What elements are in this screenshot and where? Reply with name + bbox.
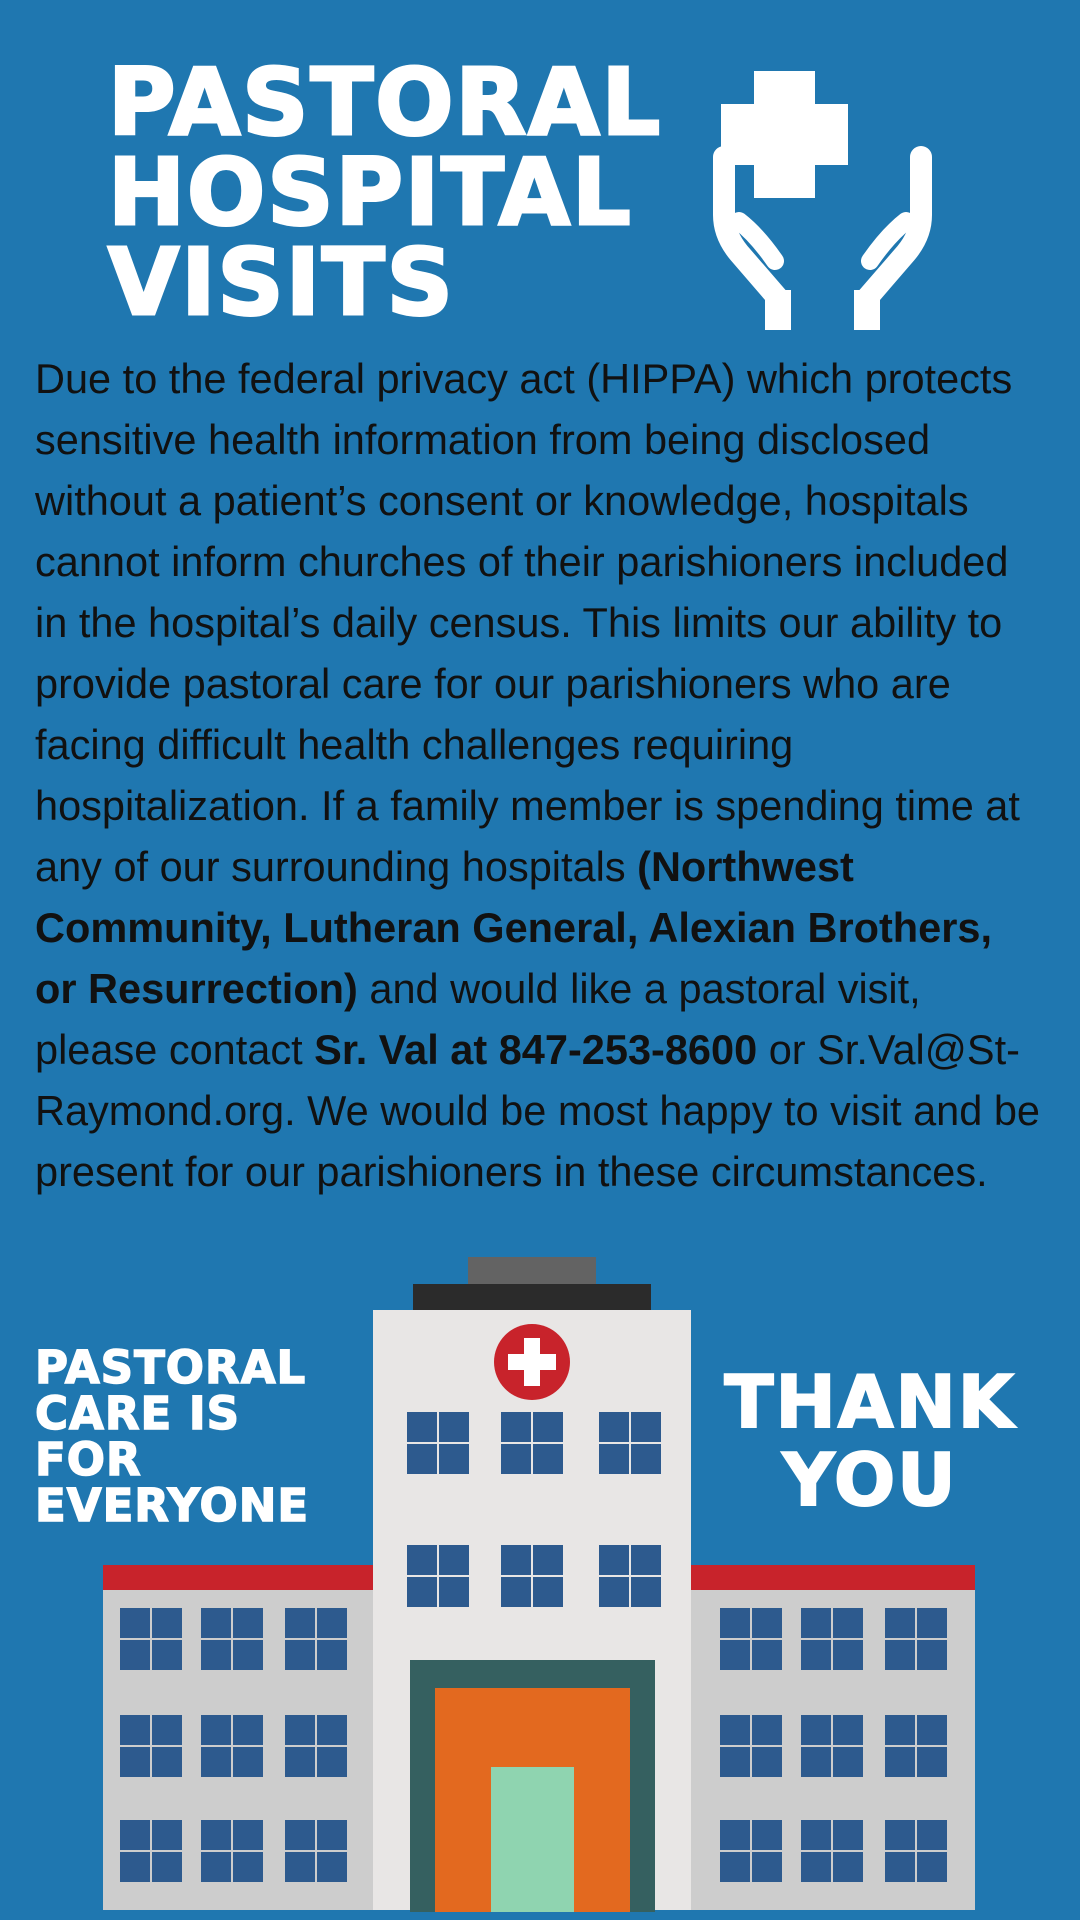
tagline-line: FOR — [35, 1433, 142, 1486]
notice-text: and would like a pastoral visit, please contact — [35, 965, 921, 1073]
title-line: PASTORAL — [108, 49, 663, 156]
tagline-line: CARE IS — [35, 1387, 241, 1440]
tagline-line: PASTORAL — [35, 1341, 307, 1394]
hospitals-list: (Northwest Community, Lutheran General, Alexian Brothers, or Resurrection) — [35, 843, 992, 1012]
hands-holding-medical-cross-icon — [705, 65, 940, 330]
notice-text: Due to the federal privacy act (HIPPA) which protects sensitive health information from being disclosed without a patient’s consent or knowledge, hospitals cannot inform churches of their parishioners included in the hospital’s daily census. This limits our ability to provide pastoral care for our parishioners who are facing difficult health challenges requiring hospitalization. If a family member is spending time at any of our surrounding hospitals — [35, 355, 1020, 890]
thank-you-heading — [700, 1360, 1040, 1522]
thank-you-line: THANK — [724, 1360, 1016, 1444]
pastoral-care-tagline — [35, 1341, 355, 1532]
title-line: HOSPITAL — [108, 139, 633, 246]
title-line: VISITS — [108, 229, 455, 336]
thank-you-line: YOU — [782, 1438, 958, 1522]
tagline-line: EVERYONE — [35, 1479, 310, 1532]
hipaa-notice-paragraph — [35, 348, 1045, 1202]
notice-text: or Sr.Val@St-Raymond.org. We would be most happy to visit and be present for our parishioners in these circumstances. — [35, 1026, 1040, 1195]
contact-name-phone: Sr. Val at 847-253-8600 — [314, 1026, 758, 1073]
page-title — [108, 49, 708, 336]
